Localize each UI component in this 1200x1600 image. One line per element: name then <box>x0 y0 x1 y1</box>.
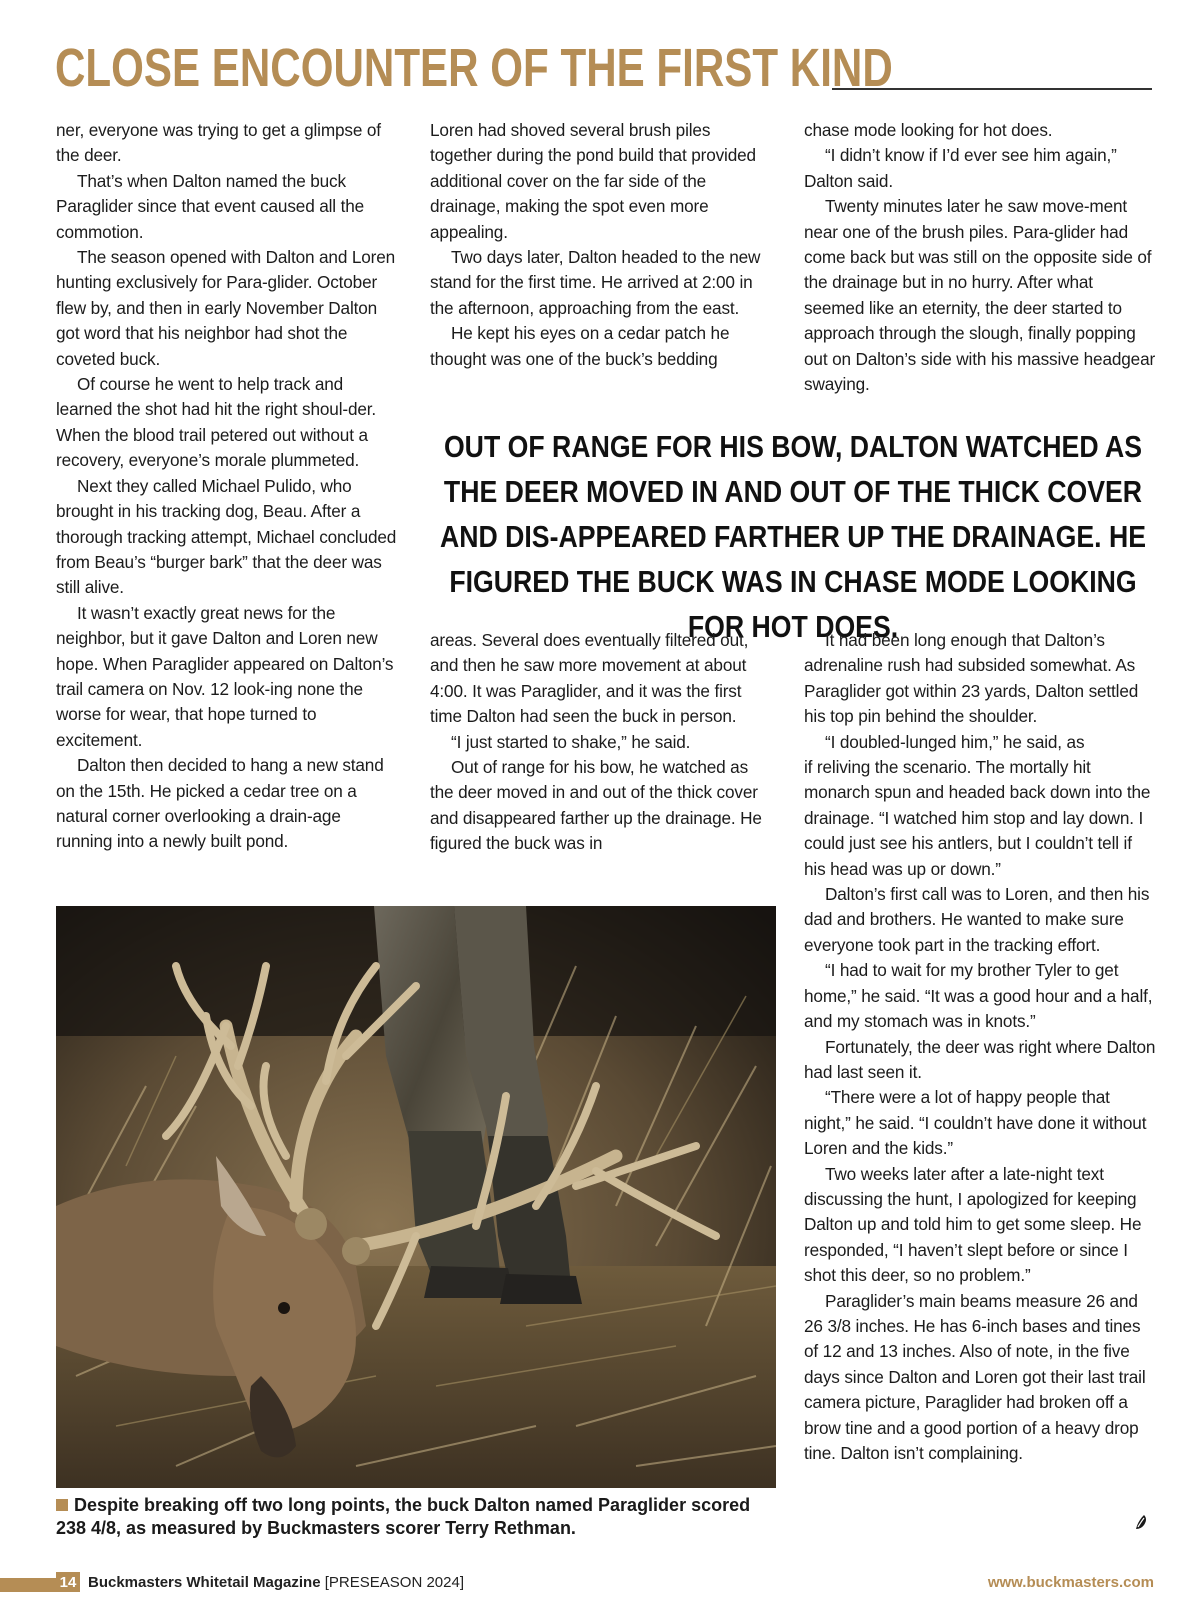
issue-label: [PRESEASON 2024] <box>324 1574 464 1591</box>
column-3-top <box>804 118 1156 397</box>
photo-caption <box>56 1494 776 1540</box>
page-number: 14 <box>56 1572 80 1592</box>
headline-rule <box>832 88 1152 90</box>
paragraph: areas. Several does eventually filtered out, and then he saw more movement at about 4:00. It was Paraglider, and it was the first time Dalton had seen the buck in person. <box>430 630 749 727</box>
column-1 <box>56 118 398 855</box>
paragraph: “I had to wait for my brother Tyler to get home,” he said. “It was a good hour and a half, and my stomach was in knots.” <box>804 960 1153 1032</box>
paragraph: chase mode looking for hot does. <box>804 120 1053 140</box>
column-3-bottom <box>804 628 1156 1466</box>
caption-text: Despite breaking off two long points, the buck Dalton named Paraglider scored 238 4/8, as measured by Buckmasters scorer Terry Rethman. <box>56 1495 751 1538</box>
paragraph: Dalton then decided to hang a new stand on the 15th. He picked a cedar tree on a natural corner overlooking a drain-age running into a newly built pond. <box>56 755 384 852</box>
website-link[interactable]: www.buckmasters.com <box>987 1574 1154 1591</box>
paragraph: “I didn’t know if I’d ever see him again,” Dalton said. <box>804 145 1117 191</box>
buck-photo-illustration <box>56 906 776 1488</box>
paragraph: “I just started to shake,” he said. <box>451 731 691 752</box>
paragraph: Next they called Michael Pulido, who brought in his tracking dog, Beau. After a thorough tracking attempt, Michael concluded from Beau’s “burger bark” that the deer was still alive. <box>56 475 397 598</box>
paragraph: It had been long enough that Dalton’s adrenaline rush had subsided somewhat. As Paraglider got within 23 yards, Dalton settled his top pin behind the shoulder. <box>804 630 1139 727</box>
paragraph: “I doubled-lunged him,” he said, as <box>825 731 1085 752</box>
article-headline: CLOSE ENCOUNTER OF THE FIRST KIND <box>55 38 893 98</box>
paragraph: Twenty minutes later he saw move-ment near one of the brush piles. Para-glider had come back but was still on the opposite side of the drainage but in no hurry. After what seemed like an eternity, the deer started to approach through the slough, finally popping out on Dalton’s side with his massive headgear swaying. <box>804 196 1156 395</box>
column-2-top <box>430 118 775 372</box>
page-footer <box>0 1571 1200 1593</box>
caption-square-icon <box>56 1499 68 1511</box>
paragraph: Paraglider’s main beams measure 26 and 26 3/8 inches. He has 6-inch bases and tines of 12 and 13 inches. Also of note, in the five days since Dalton and Loren got their last trail camera picture, Paraglider had broken off a brow tine and a good portion of a heavy drop tine. Dalton isn’t complaining. <box>804 1290 1146 1463</box>
paragraph: Of course he went to help track and learned the shot had hit the right shoul-der. When the blood trail petered out without a recovery, everyone’s morale plummeted. <box>56 374 377 471</box>
paragraph: The season opened with Dalton and Loren hunting exclusively for Para-glider. October flew by, and then in early November Dalton got word that his neighbor had shot the coveted buck. <box>56 247 396 369</box>
paragraph: Two weeks later after a late-night text discussing the hunt, I apologized for keeping Dalton up and told him to get some sleep. He responded, “I haven’t slept before or since I shot this deer, so no problem.” <box>804 1163 1142 1286</box>
paragraph: It wasn’t exactly great news for the neighbor, but it gave Dalton and Loren new hope. When Paraglider appeared on Dalton’s trail camera on Nov. 12 look-ing none the worse for wear, that hope turned to excitement. <box>56 602 394 750</box>
paragraph: “There were a lot of happy people that night,” he said. “I couldn’t have done it without Loren and the kids.” <box>804 1087 1147 1159</box>
paragraph: He kept his eyes on a cedar patch he thought was one of the buck’s bedding <box>430 323 730 369</box>
pull-quote-text: OUT OF RANGE FOR HIS BOW, DALTON WATCHED AS THE DEER MOVED IN AND OUT OF THE THICK COVER AND DIS-APPEARED FARTHER UP THE DRAINAGE. HE FIGURED THE BUCK WAS IN CHASE MODE LOOKING FOR HOT DOES. <box>439 429 1147 644</box>
footer-accent-bar <box>0 1578 56 1592</box>
buck-photo <box>56 906 776 1488</box>
paragraph: Two days later, Dalton headed to the new stand for the first time. He arrived at 2:00 in the afternoon, approaching from the east. <box>430 247 761 318</box>
magazine-title: Buckmasters Whitetail Magazine <box>88 1574 321 1591</box>
end-mark-icon <box>1132 1513 1150 1531</box>
column-2-bottom <box>430 628 775 857</box>
magazine-name <box>88 1572 464 1594</box>
paragraph: if reliving the scenario. The mortally hit monarch spun and headed back down into the drainage. “I watched him stop and lay down. I could just see his antlers, but I couldn’t tell if his head was up or down.” <box>804 757 1151 879</box>
paragraph: Out of range for his bow, he watched as the deer moved in and out of the thick cover and disappeared farther up the drainage. He figured the buck was in <box>430 757 762 854</box>
paragraph: ner, everyone was trying to get a glimpse of the deer. <box>56 120 381 166</box>
paragraph: Dalton’s first call was to Loren, and then his dad and brothers. He wanted to make sure everyone took part in the tracking effort. <box>804 884 1150 955</box>
pull-quote <box>439 424 1147 649</box>
paragraph: Loren had shoved several brush piles together during the pond build that provided additional cover on the far side of the drainage, making the spot even more appealing. <box>430 120 756 242</box>
paragraph: That’s when Dalton named the buck Paraglider since that event caused all the commotion. <box>56 170 365 242</box>
paragraph: Fortunately, the deer was right where Dalton had last seen it. <box>804 1036 1156 1082</box>
